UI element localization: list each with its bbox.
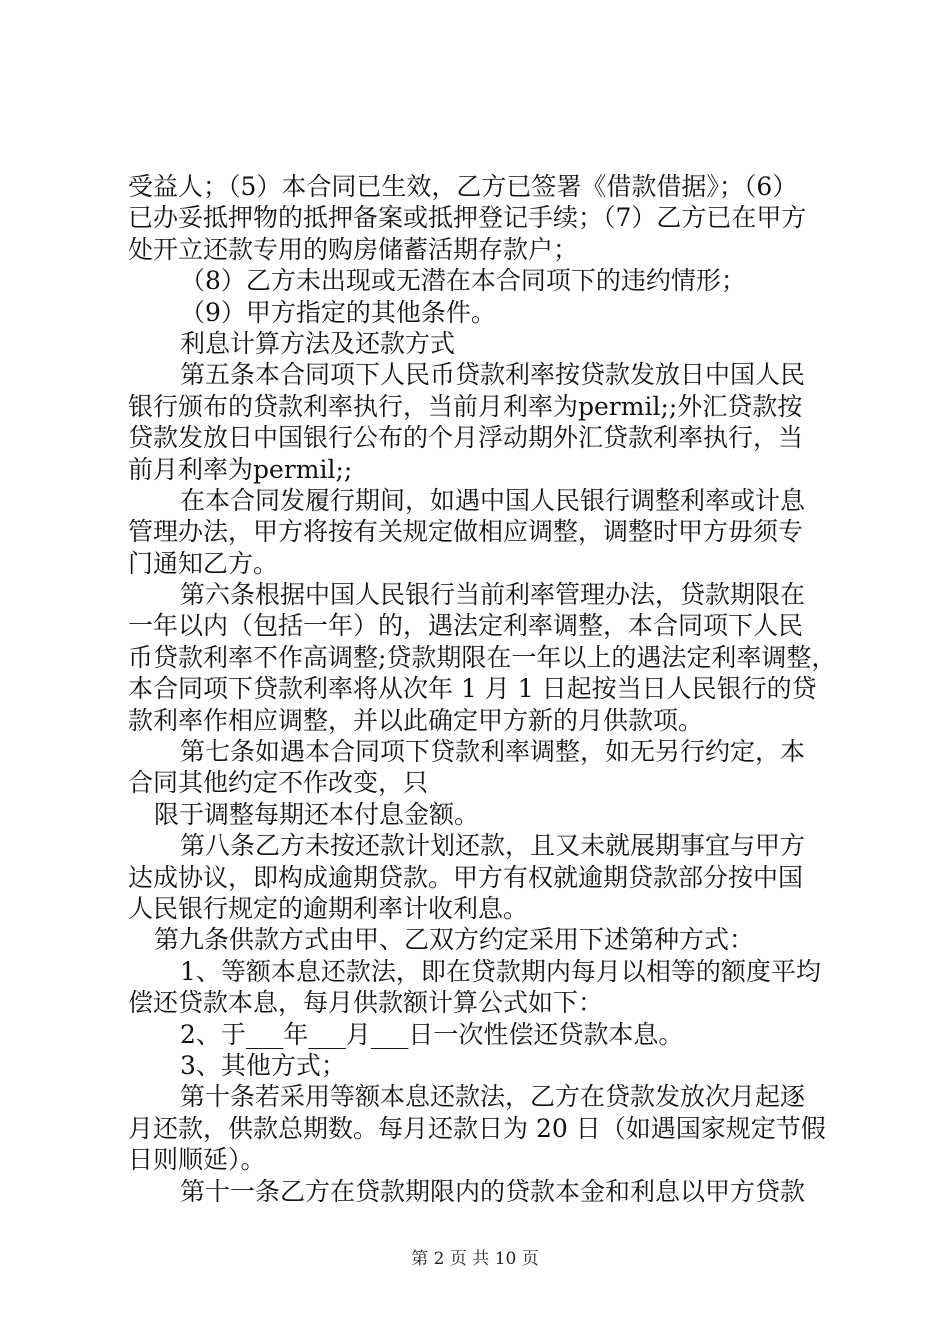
- text-line: 限于调整每期还本付息金额。: [154, 799, 480, 829]
- text-line: 第五条本合同项下人民币贷款利率按贷款发放日中国人民: [180, 360, 806, 390]
- text-line: 款利率作相应调整，并以此确定甲方新的月供款项。: [128, 705, 704, 735]
- text-line: 前月利率为permil;;: [128, 454, 353, 484]
- text-line: 第十条若采用等额本息还款法，乙方在贷款发放次月起逐: [180, 1082, 806, 1112]
- text-line: 第七条如遇本合同项下贷款利率调整，如无另行约定，本: [180, 737, 806, 767]
- text-line: 受益人；（5）本合同已生效，乙方已签署《借款借据》；（6）: [128, 172, 798, 201]
- text-line: 偿还贷款本息，每月供款额计算公式如下：: [128, 988, 604, 1018]
- text-line: 人民银行规定的逾期利率计收利息。: [128, 893, 529, 923]
- text-line: 本合同项下贷款利率将从次年 1 月 1 日起按当日人民银行的贷: [128, 674, 817, 704]
- text-line: 处开立还款专用的购房储蓄活期存款户；: [128, 234, 579, 264]
- text-line: 第八条乙方未按还款计划还款，且又未就展期事宜与甲方: [180, 831, 806, 861]
- text-line: 贷款发放日中国银行公布的个月浮动期外汇贷款利率执行，当: [128, 423, 804, 453]
- text-line: 合同其他约定不作改变，只: [128, 768, 429, 798]
- text-line: 1、等额本息还款法，即在贷款期内每月以相等的额度平均: [180, 956, 821, 986]
- document-body: [128, 171, 848, 1207]
- text-line: 银行颁布的贷款利率执行，当前月利率为permil;;外汇贷款按: [128, 391, 803, 421]
- text-line: 3、其他方式；: [180, 1050, 346, 1080]
- text-line: 达成协议，即构成逾期贷款。甲方有权就逾期贷款部分按中国: [128, 862, 804, 892]
- text-line: 币贷款利率不作高调整;贷款期限在一年以上的遇法定利率调整，: [128, 642, 837, 672]
- text-line: 第九条供款方式由甲、乙双方约定采用下述第种方式：: [154, 925, 755, 955]
- text-line: 日则顺延）。: [128, 1145, 266, 1175]
- page-footer: 第 2 页 共 10 页: [411, 1249, 539, 1269]
- text-line: 第六条根据中国人民银行当前利率管理办法，贷款期限在: [180, 580, 806, 610]
- text-line: 已办妥抵押物的抵押备案或抵押登记手续；（7）乙方已在甲方: [128, 203, 807, 233]
- text-line: 在本合同发履行期间，如遇中国人民银行调整利率或计息: [180, 485, 806, 515]
- text-line: 2、于___年___月___日一次性偿还贷款本息。: [180, 1019, 684, 1049]
- text-line: 一年以内（包括一年）的，遇法定利率调整，本合同项下人民: [128, 611, 804, 641]
- text-line: 管理办法，甲方将按有关规定做相应调整，调整时甲方毋须专: [128, 517, 804, 547]
- text-line: 利息计算方法及还款方式: [180, 328, 456, 358]
- text-line: （8）乙方未出现或无潜在本合同项下的违约情形；: [180, 266, 746, 296]
- text-line: （9）甲方指定的其他条件。: [180, 297, 496, 327]
- text-line: 月还款，供款总期数。每月还款日为 20 日（如遇国家规定节假: [128, 1113, 826, 1143]
- text-line: 门通知乙方。: [128, 548, 279, 578]
- text-line: 第十一条乙方在贷款期限内的贷款本金和利息以甲方贷款: [180, 1176, 806, 1206]
